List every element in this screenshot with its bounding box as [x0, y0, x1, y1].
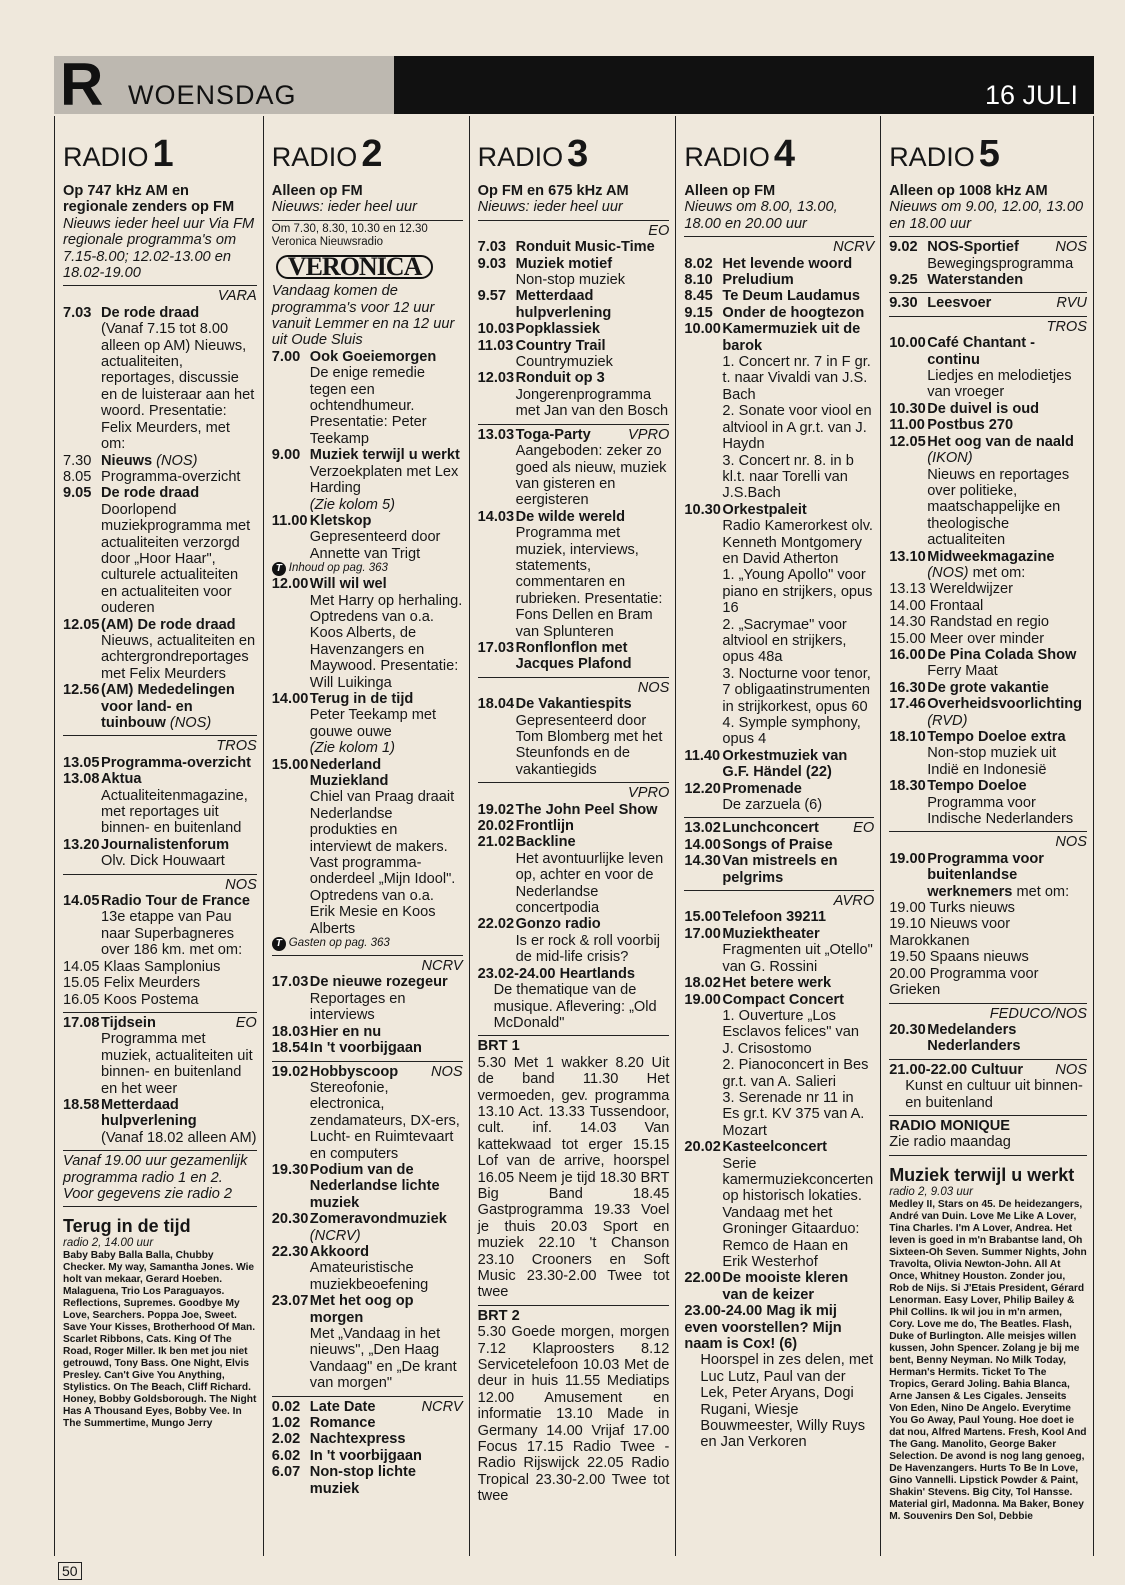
radio2-news-note: Nieuws: ieder heel uur	[271, 199, 418, 216]
feature-subtitle: radio 2, 14.00 uur	[63, 1237, 154, 1250]
program-item: 10.00 Kamermuziek uit de barok 1. Concert nr. 7 in F gr. t. naar Vivaldi van J.S. Bach 2. Sonate voor viool en altviool in A gr.t. van J. Haydn 3. Concert nr. 8. in b kl.t. naar Torelli van J.S.Bach	[684, 321, 872, 502]
program-item: 17.08 Tijdsein EO Programma met muziek, actualiteiten uit binnen- en buitenland en het weer	[63, 1014, 257, 1097]
program-item: 19.02 The John Peel Show	[477, 801, 658, 818]
radio2-intro: Vandaag komen de programma's voor 12 uur vanuit Lemmer en na 12 uur uit Oude Sluis	[271, 283, 455, 349]
radio-columns	[54, 116, 1094, 1556]
program-item: 7.03 Ronduit Music-Time	[477, 239, 655, 256]
program-item: 23.00-24.00 Mag ik mij even voorstellen? Mijn naam is Cox! (6) Hoorspel in zes delen, met Luc Lutz, Paul van der Lek, Peter Aryans, Dogi Rugani, Wiesje Bouwmeester, Willy Ruys en Jan Verkoren	[684, 1303, 874, 1451]
program-item: 21.00-22.00 Cultuur NOS Kunst en cultuur uit binnen- en buitenland	[889, 1061, 1087, 1111]
radio5-title: RADIO 5	[889, 133, 1000, 175]
program-item: 13.10 Midweekmagazine (NOS) met om:	[889, 548, 1055, 581]
program-item: 11.40 Orkestmuziek van G.F. Händel (22)	[684, 747, 848, 781]
sub-item: 15.05 Felix Meurders	[63, 975, 201, 992]
program-item: 9.05 De rode draad Doorlopend muziekprogramma met actualiteiten verzorgd door „Hoor Haar", culturele actualiteiten en actualiteiten voor ouderen	[63, 485, 251, 617]
radio1-end-note: Vanaf 19.00 uur gezamenlijk programma radio 1 en 2. Voor gegevens zie radio 2	[63, 1153, 248, 1202]
program-item: 9.25 Waterstanden	[889, 272, 1024, 289]
program-item: 14.05 Radio Tour de France 13e etappe van Pau naar Superbagneres over 186 km. met om:	[63, 893, 250, 959]
feature-subtitle: radio 2, 9.03 uur	[889, 1185, 973, 1198]
radio-monique-note: Zie radio maandag	[889, 1134, 1011, 1151]
program-item: 10.03 Popklassiek	[477, 321, 600, 338]
program-item: 10.30 De duivel is oud	[889, 400, 1040, 417]
broadcaster-label: TROS	[1046, 318, 1087, 335]
brt1-title: BRT 1	[477, 1038, 520, 1055]
program-item: 20.02 Kasteelconcert Serie kamermuziekconcerten op historisch lokaties. Vandaag met het Groninger Gitaarduo: Remco de Haan en Erik Westerhof	[684, 1139, 874, 1270]
program-item: 18.54 In 't voorbijgaan	[271, 1040, 422, 1057]
program-item: 9.30 Leesvoer RVU	[889, 295, 1087, 312]
program-item: 13.02 Lunchconcert EO	[684, 820, 875, 837]
header-day: WOENSDAG	[128, 80, 297, 110]
program-item: 18.30 Tempo Doeloe Programma voor Indische Nederlanders	[889, 778, 1074, 828]
radio2-news-times: Om 7.30, 8.30, 10.30 en 12.30 Veronica Nieuwsradio	[271, 222, 428, 248]
radio-monique-title: RADIO MONIQUE	[889, 1117, 1010, 1134]
program-item: 9.00 Muziek terwijl u werkt Verzoekplaten met Lex Harding (Zie kolom 5)	[271, 447, 460, 513]
radio1-frequency: Op 747 kHz AM en regionale zenders op FM	[63, 183, 235, 216]
radio4-news-note: Nieuws om 8.00, 13.00, 18.00 en 20.00 uur	[684, 199, 838, 232]
radio5-column	[881, 116, 1094, 1556]
program-item: 8.45 Te Deum Laudamus	[684, 288, 860, 305]
program-item: 17.46 Overheidsvoorlichting (RVD)	[889, 696, 1083, 729]
program-item: 13.08 Aktua Actualiteitenmagazine, met reportages uit binnen- en buitenland	[63, 771, 248, 837]
feature-title: Muziek terwijl u werkt	[889, 1164, 1075, 1185]
broadcaster-label: VPRO	[628, 785, 670, 802]
program-item: 8.02 Het levende woord	[684, 255, 853, 272]
program-item: 6.02 In 't voorbijgaan	[271, 1447, 422, 1464]
program-item: 17.03 De nieuwe rozegeur Reportages en interviews	[271, 974, 448, 1024]
radio2-column	[264, 116, 470, 1556]
broadcaster-label: TROS	[216, 738, 257, 755]
sub-item: 14.05 Klaas Samplonius	[63, 958, 221, 975]
program-item: 10.30 Orkestpaleit Radio Kamerorkest olv. Kenneth Montgomery en David Atherton 1. „Young Apollo" voor piano en strijkers, opus 16 2. „Sacrymae" voor altviool en strijkers, opus 48a 3. Nocturne voor tenor, 7 obligaatinstrumenten in strijkorkest, opus 60 4. Symple symphony, opus 4	[684, 501, 873, 748]
program-item: 1.02 Romance	[271, 1415, 376, 1432]
program-item: 8.10 Preludium	[684, 272, 794, 289]
program-item: 2.02 Nachtexpress	[271, 1431, 406, 1448]
program-item: 17.03 Ronflonflon met Jacques Plafond	[477, 639, 632, 673]
broadcaster-label: NOS	[1055, 834, 1087, 851]
sub-item: 15.00 Meer over minder	[889, 630, 1045, 647]
broadcaster-label: NOS	[225, 876, 257, 893]
program-item: 12.03 Ronduit op 3 Jongerenprogramma met Jan van den Bosch	[477, 370, 669, 420]
program-item: 16.00 De Pina Colada Show Ferry Maat	[889, 646, 1077, 680]
program-item: 11.03 Country Trail Countrymuziek	[477, 337, 613, 371]
program-item: 20.30 Medelanders Nederlanders	[889, 1021, 1021, 1055]
program-item: 13.05 Programma-overzicht	[63, 754, 252, 771]
program-item: 9.02 NOS-Sportief NOS Bewegingsprogramma	[889, 239, 1087, 272]
sub-item: 19.00 Turks nieuws	[889, 900, 1015, 917]
radio3-title: RADIO 3	[477, 133, 589, 175]
program-item: 14.03 De wilde wereld Programma met muziek, interviews, statements, commentaren en rubrieken. Presentatie: Fons Dellen en Bram van Splunteren	[477, 508, 663, 640]
program-item: 11.00 Postbus 270	[889, 417, 1014, 434]
brt2-schedule: 5.30 Goede morgen, morgen 7.12 Klaproosters 8.12 Servicetelefoon 10.03 Met de deur in huis 11.55 Mediatips 12.00 Amusement en informatie 13.10 Made in Germany 14.00 Vrijaf 17.00 Focus 17.15 Radio Twee - Radio Rijswijck 22.05 Radio Tropical 23.30-2.00 Twee tot twee	[477, 1324, 670, 1505]
feature-title: Terug in de tijd	[63, 1216, 191, 1237]
radio3-frequency: Op FM en 675 kHz AM	[477, 183, 629, 199]
sub-item: 20.00 Programma voor Grieken	[889, 965, 1039, 999]
radio1-title: RADIO 1	[63, 133, 174, 175]
program-item: 13.20 Journalistenforum Olv. Dick Houwaart	[63, 836, 230, 870]
broadcaster-label: FEDUCO/NOS	[989, 1005, 1087, 1022]
radio5-frequency: Alleen op 1008 kHz AM	[889, 183, 1048, 199]
broadcaster-label: NCRV	[421, 958, 463, 975]
page-number: 50	[58, 1562, 82, 1580]
program-item: 14.30 Van mistreels en pelgrims	[684, 853, 838, 886]
program-item: 10.00 Café Chantant - continu Liedjes en melodietjes van vroeger	[889, 335, 1072, 401]
program-item: 21.02 Backline Het avontuurlijke leven op, achter en voor de Nederlandse concertpodia	[477, 834, 664, 917]
radio2-frequency: Alleen op FM	[271, 183, 363, 199]
header-bar	[54, 51, 1094, 118]
program-item: 18.10 Tempo Doeloe extra Non-stop muziek uit Indië en Indonesië	[889, 729, 1066, 778]
program-item: 7.03 De rode draad (Vanaf 7.15 tot 8.00 alleen op AM) Nieuws, actualiteiten, reportages, discussie en de luisteraar aan het woord. Presentatie: Felix Meurders, met om:	[63, 304, 255, 453]
radio3-news-note: Nieuws: ieder heel uur	[477, 199, 623, 216]
sub-item: 14.00 Frontaal	[889, 597, 984, 614]
program-item: 17.00 Muziektheater Fragmenten uit „Otello" van G. Rossini	[684, 925, 873, 975]
feature-song-list: Medley II, Stars on 45. De heidezangers, André van Duin. Love Me Like A Lover, Tina Charles. I'm A Lover, Andrea. Het leven is goed in m'n Brabantse land, Oh Sixteen-Oh Seven. Summer Nights, John Travolta, Olivia Newton-John. All At Once, Whitney Houston. Zonder jou, Rob de Nijs. Si J'Etais President, Gérard Lenorman. Easy Lover, Philip Bailey & Phil Collins. Ik wil jou in m'n armen, Cory. Love me do, The Beatles. Flash, Duke of Burlington. Alle meisjes willen kussen, John Spencer. Zolang je bij me bent, Benny Neyman. No Milk Today, Herman's Hermits. Ticket To The Tropics, Gerard Joling. Bahia Blanca, Arne Jansen & Les Cigales. Jenseits Von Eden, Nino De Angelo. Everytime You Go Away, Paul Young. Hoe doet ie dat nou, Alfred Martens. Fresh, Kool And The Gang. Manolito, George Baker Selection. De avond is nog lang genoeg, De Havenzangers. Hurts To Be In Love, Gino Vannelli. Lipstick Powder & Paint, Shakin' Stevens. Big City, Tol Hansse. Material girl, Madonna. Ma Baker, Boney M. Souvenirs Den Sol, Debbie	[889, 1198, 1087, 1522]
program-item: 7.00 Ook Goeiemorgen De enige remedie tegen een ochtendhumeur. Presentatie: Peter Teekamp	[271, 348, 437, 447]
sub-item: 16.05 Koos Postema	[63, 991, 199, 1008]
sub-item: 13.13 Wereldwijzer	[889, 581, 1014, 598]
page-reference: T Inhoud op pag. 363	[272, 562, 463, 576]
program-item: 11.00 Kletskop Gepresenteerd door Annette van Trigt	[271, 512, 441, 562]
program-item: 18.02 Het betere werk	[684, 975, 832, 992]
program-item: 14.00 Songs of Praise	[684, 836, 833, 853]
broadcaster-label: EO	[648, 222, 670, 239]
program-item: 12.05 (AM) De rode draad Nieuws, actualiteiten en achtergrondreportages met Felix Meurders	[63, 616, 256, 682]
broadcaster-label: NCRV	[833, 239, 875, 256]
veronica-logo: VERONICA	[276, 255, 434, 279]
broadcaster-label: VARA	[217, 288, 257, 305]
radio4-title: RADIO 4	[684, 133, 796, 175]
sub-item: 14.30 Randstad en regio	[889, 614, 1050, 631]
program-item: 22.00 De mooiste kleren van de keizer	[684, 1270, 849, 1303]
program-item: 12.20 Promenade De zarzuela (6)	[684, 780, 823, 814]
feature-song-list: Baby Baby Balla Balla, Chubby Checker. My way, Samantha Jones. Wie holt van mekaar, Gerard Hoeben. Malaguena, Trio Los Paraguayos. Reflections, Supremes. Goodbye My Love, Searchers. Poppa Joe, Sweet. Save Your Kisses, Brotherhood Of Man. Scarlet Ribbons, Cats. King Of The Road, Roger Miller. Ik ben met jou niet getrouwd, Tony Bass. One Night, Elvis Presley. Can't Give You Anything, Stylistics. On The Beach, Cliff Richard. Honey, Bobby Goldsborough. The Night Has A Thousand Eyes, Bobby Vee. In The Summertime, Mungo Jerry	[63, 1250, 257, 1430]
program-item: 0.02 Late Date NCRV	[271, 1398, 463, 1415]
tv-guide-page	[54, 51, 1094, 1556]
program-item: 7.30 Nieuws (NOS)	[63, 452, 198, 469]
t-icon: T	[272, 937, 286, 951]
program-item: 18.04 De Vakantiespits Gepresenteerd door Tom Blomberg met het Steunfonds en de vakantiegids	[477, 696, 663, 778]
program-item: 20.02 Frontlijn	[477, 818, 574, 835]
program-item: 15.00 Nederland Muziekland Chiel van Praag draait Nederlandse produkties en interviewt de makers. Vast programma-onderdeel „Mijn Idool". Optredens van o.a. Erik Mesie en Koos Alberts	[271, 756, 456, 937]
broadcaster-label: AVRO	[833, 893, 875, 910]
program-item: 19.02 Hobbyscoop NOS Stereofonie, electronica, zendamateurs, DX-ers, Lucht- en Ruimtevaart en computers	[271, 1063, 463, 1162]
program-item: 12.56 (AM) Mededelingen voor land- en tuinbouw (NOS)	[63, 682, 235, 731]
program-item: 19.00 Compact Concert 1. Ouverture „Los Esclavos felices" van J. Crisostomo 2. Pianoconcert in Bes gr.t. van A. Salieri 3. Serenade nr 11 in Es gr.t. KV 375 van A. Mozart	[684, 991, 869, 1139]
program-item: 16.30 De grote vakantie	[889, 679, 1049, 696]
brt1-schedule: 5.30 Met 1 wakker 8.20 Uit de band 11.30 Het vermoeden, gev. programma 13.10 Act. 13.33 Tussendoor, cult. inf. 14.03 Van kattekwaad tot erger 15.15 Lof van de arrive, hoorspel 16.05 Neem je tijd 18.30 BRT Big Band 18.45 Gastprogramma 19.33 Voel je thuis 20.03 Sport en muziek 22.10 't Chanson 23.10 Crooners en Soft Music 23.30-2.00 Twee tot twee	[477, 1054, 670, 1301]
program-item: 22.30 Akkoord Amateuristische muziekbeoefening	[271, 1243, 429, 1293]
program-item: 12.00 Will wil wel Met Harry op herhaling. Optredens van o.a. Koos Alberts, de Havenzangers en Maywood. Presentatie: Will Luikinga	[271, 576, 463, 691]
program-item: 8.05 Programma-overzicht	[63, 468, 241, 485]
radio4-frequency: Alleen op FM	[684, 183, 776, 199]
program-item: 19.30 Podium van de Nederlandse lichte muziek	[271, 1161, 440, 1211]
section-letter: R	[60, 51, 104, 118]
sub-item: 19.10 Nieuws voor Marokkanen	[889, 916, 1011, 949]
program-item: 9.57 Metterdaad hulpverlening	[477, 288, 612, 321]
program-item: 23.02-24.00 Heartlands De thematique van de musique. Aflevering: „Old McDonald"	[477, 965, 657, 1031]
program-item: 14.00 Terug in de tijd Peter Teekamp met gouwe ouwe (Zie kolom 1)	[271, 690, 437, 757]
radio1-column	[55, 116, 264, 1556]
program-item: 12.05 Het oog van de naald (IKON) Nieuws en reportages over politieke, maatschappelijke en theologische actualiteiten	[889, 433, 1074, 549]
header-date: 16 JULI	[984, 80, 1078, 110]
radio5-news-note: Nieuws om 9.00, 12.00, 13.00 en 18.00 uur	[889, 199, 1084, 232]
program-item: 18.58 Metterdaad hulpverlening (Vanaf 18.02 alleen AM)	[63, 1096, 257, 1146]
radio3-column	[470, 116, 677, 1556]
program-item: 19.00 Programma voor buitenlandse werknemers met om:	[889, 850, 1070, 900]
sub-item: 19.50 Spaans nieuws	[889, 949, 1029, 966]
radio4-column	[676, 116, 881, 1556]
program-item: 9.15 Onder de hoogtezon	[684, 304, 865, 321]
radio1-news-note: Nieuws ieder heel uur Via FM regionale programma's om 7.15-8.00; 12.02-13.00 en 18.02-19.00	[63, 215, 255, 282]
program-item: 22.02 Gonzo radio Is er rock & roll voorbij de mid-life crisis?	[477, 916, 660, 966]
broadcaster-label: NOS	[637, 679, 670, 696]
program-item: 6.07 Non-stop lichte muziek	[271, 1464, 417, 1497]
radio2-title: RADIO 2	[271, 133, 383, 175]
program-item: 9.03 Muziek motief Non-stop muziek	[477, 255, 626, 289]
program-item: 20.30 Zomeravondmuziek (NCRV)	[271, 1211, 447, 1244]
program-item: 18.03 Hier en nu	[271, 1023, 382, 1040]
program-item: 13.03 Toga-Party VPRO Aangeboden: zeker zo goed als nieuw, muziek van gisteren en eergisteren	[477, 426, 670, 509]
program-item: 15.00 Telefoon 39211	[684, 909, 826, 926]
page-reference: T Gasten op pag. 363	[272, 937, 463, 951]
brt2-title: BRT 2	[477, 1307, 520, 1324]
t-icon: T	[272, 562, 286, 576]
program-item: 23.07 Met het oog op morgen Met „Vandaag in het nieuws", „Den Haag Vandaag" en „De krant van morgen"	[271, 1293, 457, 1392]
